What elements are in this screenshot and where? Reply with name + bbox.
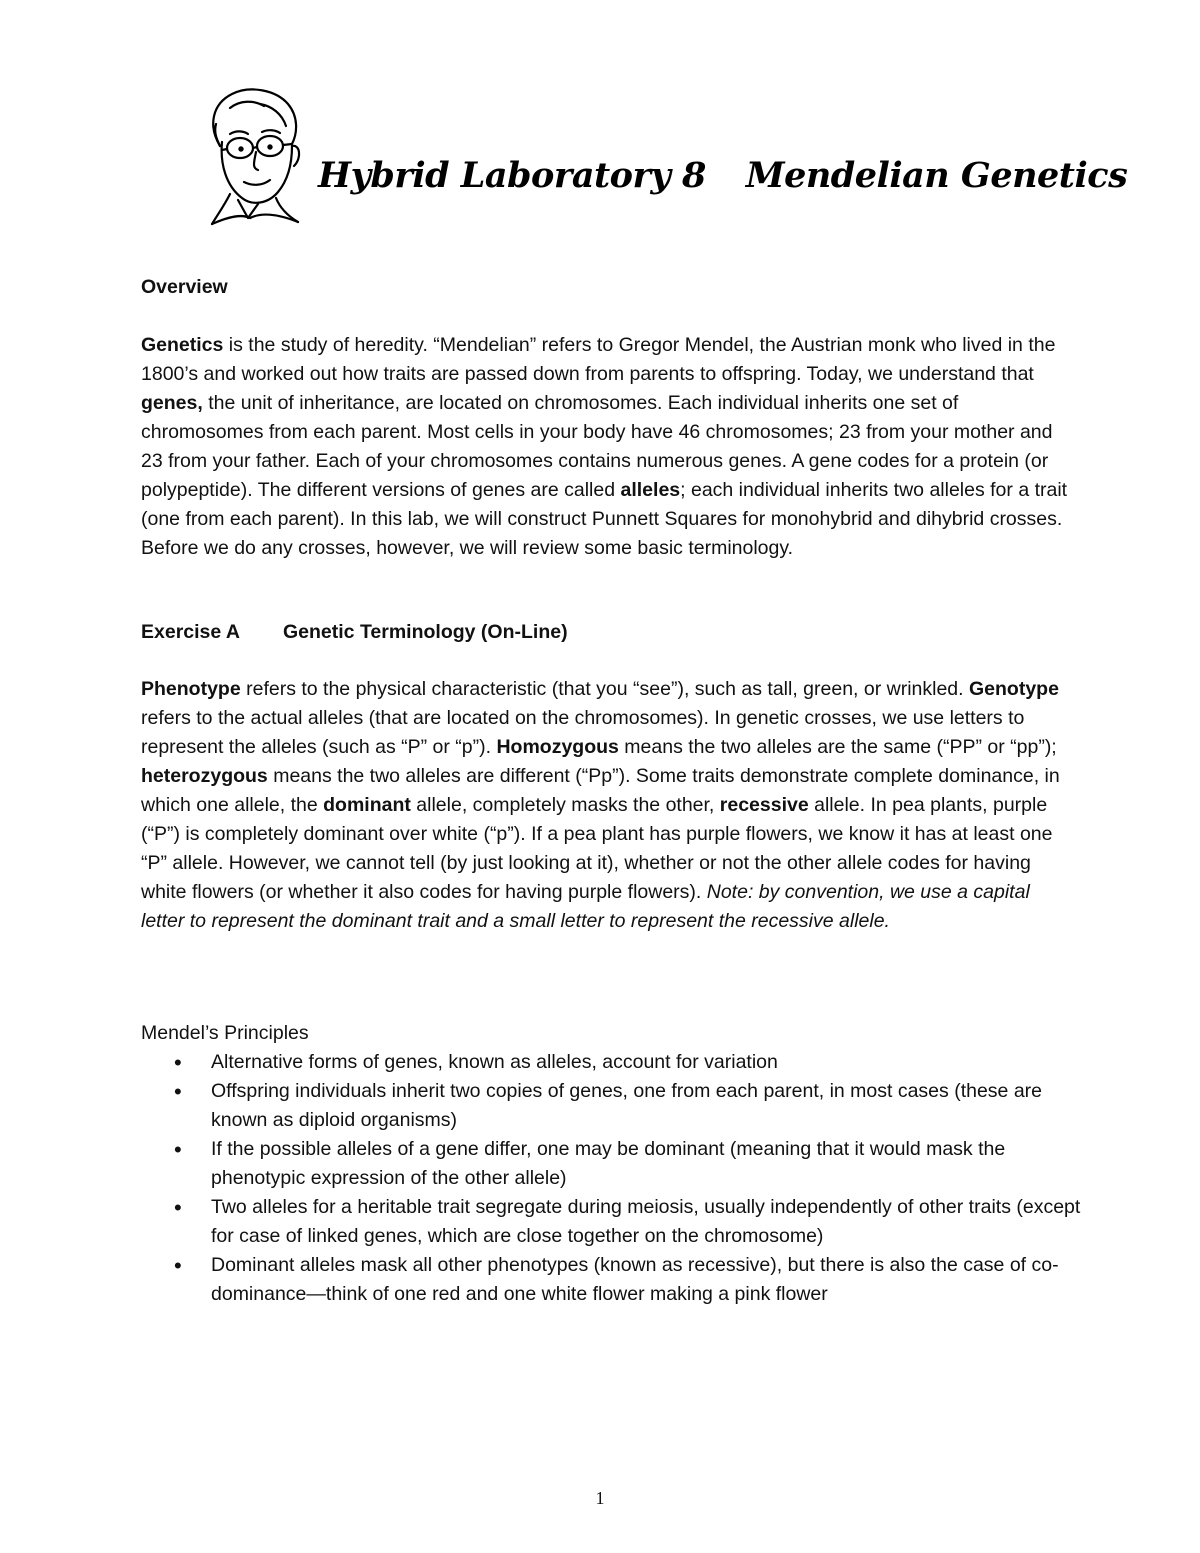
term-recessive: recessive xyxy=(719,794,809,816)
term-homozygous: Homozygous xyxy=(496,736,619,758)
exercise-heading xyxy=(141,618,568,647)
overview-heading: Overview xyxy=(141,276,228,298)
list-item: • Offspring individuals inherit two copies of genes, one from each parent, in most cases (these are known as diploid organisms) xyxy=(141,1077,1081,1135)
term-dominant: dominant xyxy=(323,794,411,816)
term-genetics: Genetics xyxy=(141,334,224,356)
convention-note: Note: by convention, we use a capital letter to represent the dominant trait and a small letter to represent the recessive allele. xyxy=(141,881,1030,932)
mendel-portrait-icon xyxy=(190,86,302,232)
principles-list xyxy=(141,1048,1081,1309)
list-item: • Dominant alleles mask all other phenotypes (known as recessive), but there is also the case of co-dominance—think of one red and one white flower making a pink flower xyxy=(141,1251,1081,1309)
term-phenotype: Phenotype xyxy=(141,678,241,700)
term-alleles: alleles xyxy=(620,479,681,501)
list-item: • Alternative forms of genes, known as alleles, account for variation xyxy=(141,1048,1081,1077)
exercise-label: Exercise A xyxy=(141,621,241,643)
principles-heading: Mendel’s Principles xyxy=(141,1022,309,1044)
term-heterozygous: heterozygous xyxy=(141,765,268,787)
terminology-paragraph: Phenotype refers to the physical characteristic (that you “see”), such as tall, green, or wrinkled. Genotype refers to the actual alleles (that are located on the chromosomes). In genetic crosses, we use letters to represent the alleles (such as “P” or “p”). Homozygous means the two alleles are the same (“PP” or “pp”); heterozygous means the two alleles are different (“Pp”). Some traits demonstrate complete dominance, in which one allele, the dominant allele, completely masks the other, recessive allele. In pea plants, purple (“P”) is completely dominant over white (“p”). If a pea plant has purple flowers, we know it has at least one “P” allele. However, we cannot tell (by just looking at it), whether or not the other allele codes for having white flowers (or whether it also codes for having purple flowers). Note: by convention, we use a capital letter to represent the dominant trait and a small letter to represent the recessive allele. xyxy=(141,678,1060,932)
list-item: • Two alleles for a heritable trait segregate during meiosis, usually independently of other traits (except for case of linked genes, which are close together on the chromosome) xyxy=(141,1193,1081,1251)
term-genes: genes, xyxy=(141,392,203,414)
exercise-topic: Genetic Terminology (On-Line) xyxy=(283,621,568,643)
term-genotype: Genotype xyxy=(969,678,1059,700)
page-title xyxy=(318,155,1127,196)
title-topic: Mendelian Genetics xyxy=(745,155,1128,196)
overview-paragraph: Genetics is the study of heredity. “Mendelian” refers to Gregor Mendel, the Austrian monk who lived in the 1800’s and worked out how traits are passed down from parents to offspring. Today, we understand that genes, the unit of inheritance, are located on chromosomes. Each individual inherits one set of chromosomes from each parent. Most cells in your body have 46 chromosomes; 23 from your mother and 23 from your father. Each of your chromosomes contains numerous genes. A gene codes for a protein (or polypeptide). The different versions of genes are called alleles; each individual inherits two alleles for a trait (one from each parent). In this lab, we will construct Punnett Squares for monohybrid and dihybrid crosses. Before we do any crosses, however, we will review some basic terminology. xyxy=(141,334,1068,559)
list-item: • If the possible alleles of a gene differ, one may be dominant (meaning that it would mask the phenotypic expression of the other allele) xyxy=(141,1135,1081,1193)
title-lab-number: Hybrid Laboratory 8 xyxy=(318,155,706,196)
page-number: 1 xyxy=(595,1488,605,1508)
